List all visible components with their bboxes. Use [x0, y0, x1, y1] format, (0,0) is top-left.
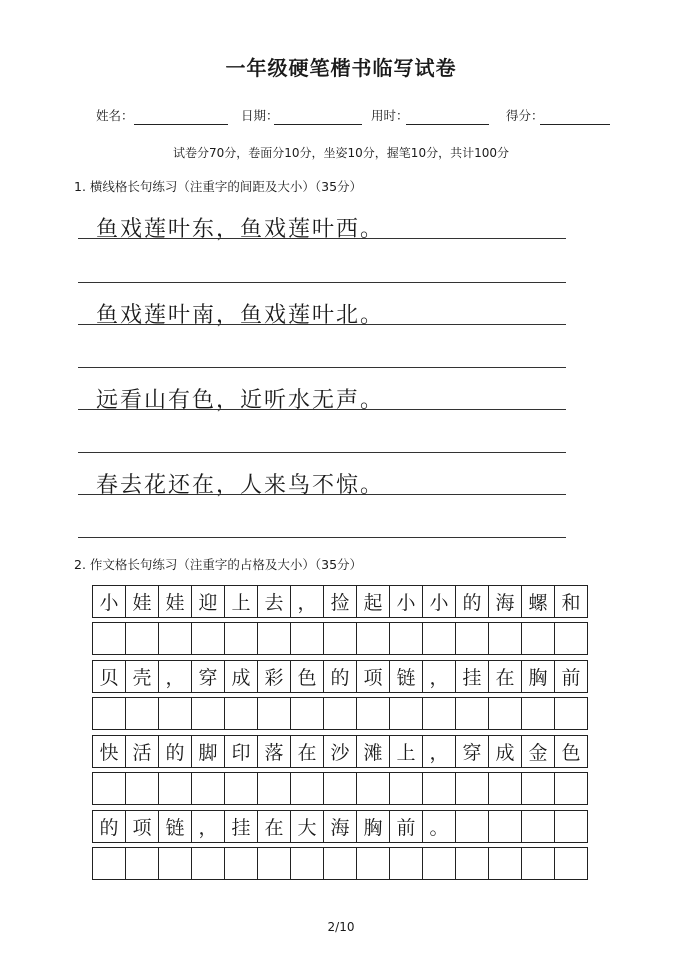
grid-cell: 起 — [357, 586, 390, 617]
grid-cell: 上 — [225, 586, 258, 617]
writing-line[interactable] — [78, 452, 566, 453]
page-title: 一年级硬笔楷书临写试卷 — [225, 56, 457, 80]
grid-cell: 胸 — [357, 811, 390, 842]
grid-cell: 小 — [423, 586, 456, 617]
grid-cell: 落 — [258, 736, 291, 767]
writing-line — [78, 409, 566, 410]
grid-cell[interactable] — [555, 848, 587, 879]
writing-line[interactable] — [78, 282, 566, 283]
grid-cell: 去 — [258, 586, 291, 617]
grid-cell: 挂 — [225, 811, 258, 842]
grid-cell: 壳 — [126, 661, 159, 692]
grid-cell: 滩 — [357, 736, 390, 767]
grid-cell: 的 — [93, 811, 126, 842]
writing-line[interactable] — [78, 367, 566, 368]
grid-row — [92, 660, 588, 693]
grid-cell[interactable] — [159, 623, 192, 654]
grid-cell: 。 — [423, 811, 456, 842]
grid-cell: 沙 — [324, 736, 357, 767]
section1-title: 1. 横线格长句练习（注重字的间距及大小）（35分） — [74, 179, 363, 194]
grid-cell: ， — [159, 661, 192, 692]
grid-cell: 上 — [390, 736, 423, 767]
grid-cell: 印 — [225, 736, 258, 767]
grid-cell[interactable] — [489, 773, 522, 804]
grid-row — [92, 847, 588, 880]
grid-cell[interactable] — [291, 773, 324, 804]
grid-cell[interactable] — [93, 698, 126, 729]
grid-cell: 链 — [390, 661, 423, 692]
grid-cell[interactable] — [159, 773, 192, 804]
grid-cell[interactable] — [192, 848, 225, 879]
practice-sentence-4: 春去花还在，人来鸟不惊。 — [96, 473, 385, 498]
grid-cell: 的 — [456, 586, 489, 617]
grid-cell[interactable] — [192, 698, 225, 729]
grid-cell: ， — [192, 811, 225, 842]
grid-cell[interactable] — [258, 848, 291, 879]
grid-cell[interactable] — [225, 773, 258, 804]
grid-cell[interactable] — [126, 698, 159, 729]
grid-cell: 脚 — [192, 736, 225, 767]
grid-cell[interactable] — [489, 623, 522, 654]
grid-cell[interactable] — [159, 698, 192, 729]
writing-line — [78, 494, 566, 495]
grid-cell[interactable] — [390, 623, 423, 654]
grid-cell[interactable] — [555, 811, 587, 842]
grid-cell[interactable] — [522, 811, 555, 842]
grid-cell: 贝 — [93, 661, 126, 692]
practice-sentence-2: 鱼戏莲叶南，鱼戏莲叶北。 — [96, 303, 385, 328]
grid-cell: 穿 — [456, 736, 489, 767]
writing-line — [78, 324, 566, 325]
grid-cell[interactable] — [192, 773, 225, 804]
grid-cell[interactable] — [192, 623, 225, 654]
grid-cell[interactable] — [324, 698, 357, 729]
grid-cell: 小 — [390, 586, 423, 617]
date-field — [241, 106, 279, 124]
grid-cell: 成 — [225, 661, 258, 692]
grid-cell[interactable] — [456, 773, 489, 804]
grid-cell: 的 — [159, 736, 192, 767]
grid-cell: 胸 — [522, 661, 555, 692]
grid-cell[interactable] — [258, 698, 291, 729]
grid-cell[interactable] — [522, 698, 555, 729]
grid-cell: 娃 — [126, 586, 159, 617]
grid-cell: 娃 — [159, 586, 192, 617]
grid-cell: 链 — [159, 811, 192, 842]
grid-row — [92, 622, 588, 655]
grid-cell: ， — [423, 736, 456, 767]
grid-row — [92, 772, 588, 805]
page-number: 2/10 — [327, 920, 355, 934]
grid-cell[interactable] — [456, 848, 489, 879]
grid-cell[interactable] — [291, 848, 324, 879]
grid-cell: 在 — [291, 736, 324, 767]
grid-cell[interactable] — [555, 698, 587, 729]
grid-row — [92, 697, 588, 730]
grid-cell[interactable] — [291, 623, 324, 654]
grid-cell: 和 — [561, 592, 581, 614]
grid-row — [92, 810, 588, 843]
grid-cell: 色 — [561, 742, 581, 764]
grid-cell: ， — [291, 586, 324, 617]
grid-cell[interactable] — [423, 773, 456, 804]
grid-cell: 快 — [93, 736, 126, 767]
grid-cell: 成 — [489, 736, 522, 767]
grid-cell: 色 — [291, 661, 324, 692]
grid-cell: 的 — [324, 661, 357, 692]
grid-cell[interactable] — [522, 773, 555, 804]
grid-cell[interactable] — [423, 623, 456, 654]
grid-cell[interactable] — [93, 773, 126, 804]
grid-cell: 迎 — [192, 586, 225, 617]
grid-cell[interactable] — [93, 848, 126, 879]
grid-cell: ， — [423, 661, 456, 692]
grid-row — [92, 585, 588, 618]
score-note: 试卷分70分，卷面分10分，坐姿10分，握笔10分，共计100分 — [173, 146, 509, 160]
grid-cell[interactable] — [489, 698, 522, 729]
grid-cell[interactable] — [258, 773, 291, 804]
grid-cell[interactable] — [489, 848, 522, 879]
grid-cell: 项 — [357, 661, 390, 692]
grid-cell[interactable] — [522, 848, 555, 879]
date-label: 日期： — [241, 108, 279, 123]
grid-cell[interactable] — [489, 811, 522, 842]
score-label: 得分： — [506, 108, 544, 123]
grid-cell[interactable] — [357, 773, 390, 804]
grid-cell[interactable] — [357, 623, 390, 654]
grid-cell[interactable] — [258, 623, 291, 654]
grid-cell: 活 — [126, 736, 159, 767]
practice-sentence-3: 远看山有色，近听水无声。 — [96, 388, 385, 413]
grid-cell[interactable] — [324, 848, 357, 879]
grid-cell: 前 — [561, 667, 581, 689]
grid-cell: 大 — [291, 811, 324, 842]
grid-cell[interactable] — [225, 698, 258, 729]
grid-cell[interactable] — [159, 848, 192, 879]
grid-cell[interactable] — [357, 848, 390, 879]
score-field — [506, 106, 544, 124]
grid-cell[interactable] — [126, 848, 159, 879]
writing-line — [78, 238, 566, 239]
grid-cell[interactable] — [555, 623, 587, 654]
grid-cell[interactable] — [126, 773, 159, 804]
grid-cell: 捡 — [324, 586, 357, 617]
grid-cell[interactable] — [555, 773, 587, 804]
grid-cell[interactable] — [456, 698, 489, 729]
grid-cell: 项 — [126, 811, 159, 842]
grid-cell[interactable] — [423, 848, 456, 879]
grid-cell[interactable] — [456, 811, 489, 842]
grid-cell[interactable] — [456, 623, 489, 654]
time-field — [371, 106, 409, 124]
grid-cell[interactable] — [390, 698, 423, 729]
grid-cell[interactable] — [522, 623, 555, 654]
grid-cell: 小 — [93, 586, 126, 617]
writing-line[interactable] — [78, 537, 566, 538]
grid-cell[interactable] — [225, 848, 258, 879]
grid-cell: 前 — [390, 811, 423, 842]
grid-cell[interactable] — [93, 623, 126, 654]
grid-cell: 穿 — [192, 661, 225, 692]
grid-cell[interactable] — [390, 848, 423, 879]
time-label: 用时： — [371, 108, 409, 123]
grid-cell: 挂 — [456, 661, 489, 692]
grid-cell[interactable] — [324, 773, 357, 804]
grid-cell[interactable] — [225, 623, 258, 654]
grid-cell[interactable] — [423, 698, 456, 729]
grid-cell: 金 — [522, 736, 555, 767]
grid-row — [92, 735, 588, 768]
grid-cell: 螺 — [522, 586, 555, 617]
grid-cell[interactable] — [126, 623, 159, 654]
grid-cell: 在 — [489, 661, 522, 692]
grid-cell[interactable] — [357, 698, 390, 729]
grid-cell[interactable] — [390, 773, 423, 804]
grid-cell: 在 — [258, 811, 291, 842]
grid-cell[interactable] — [291, 698, 324, 729]
practice-sentence-1: 鱼戏莲叶东，鱼戏莲叶西。 — [96, 217, 385, 242]
grid-cell: 彩 — [258, 661, 291, 692]
grid-cell: 海 — [324, 811, 357, 842]
grid-cell: 海 — [489, 586, 522, 617]
section2-title: 2. 作文格长句练习（注重字的占格及大小）（35分） — [74, 557, 363, 572]
name-field — [96, 106, 134, 124]
grid-cell[interactable] — [324, 623, 357, 654]
name-label: 姓名： — [96, 108, 134, 123]
